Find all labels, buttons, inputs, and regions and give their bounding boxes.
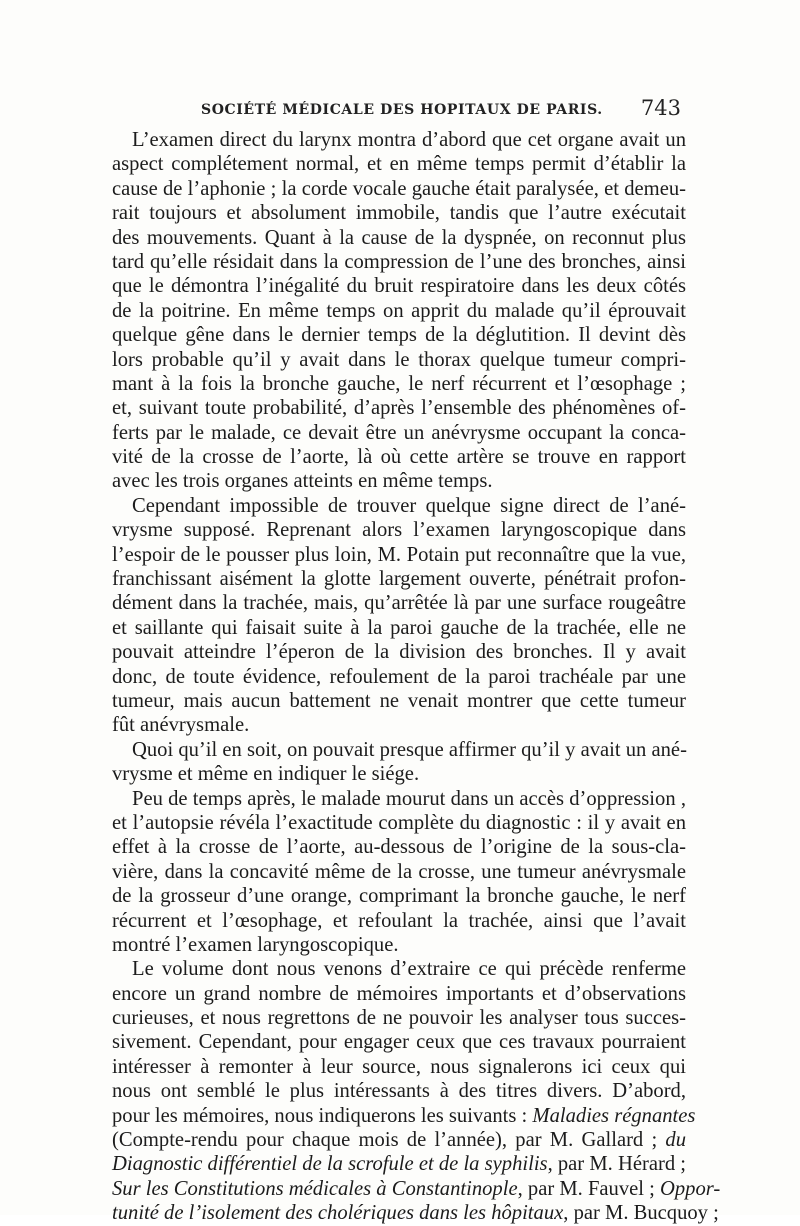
text-run: intéresser à remonter à leur source, nous signalerons ici ceux qui <box>112 1055 686 1078</box>
text-line <box>112 445 686 469</box>
italic-text: Sur les Constitutions médicales à Constantinople <box>112 1177 518 1200</box>
text-run: sivement. Cependant, pour engager ceux que ces travaux pourraient <box>112 1031 686 1054</box>
text-line <box>112 957 686 981</box>
text-line <box>112 128 686 152</box>
paragraph <box>112 787 686 958</box>
text-line <box>112 421 686 445</box>
text-run: ferts par le malade, ce devait être un anévrysme occupant la conca- <box>112 421 686 444</box>
text-run: pouvait atteindre l’éperon de la division des bronches. Il y avait <box>112 641 686 664</box>
text-run: curieuses, et nous regrettons de ne pouvoir les analyser tous succes- <box>112 1007 686 1030</box>
text-line <box>112 1177 721 1201</box>
text-run: Cependant impossible de trouver quelque signe direct de l’ané- <box>132 494 686 517</box>
text-run: aspect complétement normal, et en même temps permit d’établir la <box>112 153 686 176</box>
text-run: des mouvements. Quant à la cause de la dyspnée, on reconnut plus <box>112 226 686 249</box>
text-run: Peu de temps après, le malade mourut dans un accès d’oppression , <box>132 787 686 810</box>
text-line <box>112 348 686 372</box>
paragraph <box>112 957 721 1225</box>
text-line <box>112 274 686 298</box>
text-run: encore un grand nombre de mémoires importants et d’observations <box>112 982 686 1005</box>
text-run: Quoi qu’il en soit, on pouvait presque affirmer qu’il y avait un ané- <box>132 738 687 761</box>
text-line <box>112 909 686 933</box>
text-line <box>112 469 686 493</box>
text-run: franchissant aisément la glotte largement ouverte, pénétrait profon- <box>112 568 686 591</box>
italic-text: Diagnostic différentiel de la scrofule et de la syphilis <box>112 1153 548 1176</box>
text-line <box>112 738 686 762</box>
text-line <box>112 323 686 347</box>
text-run: vière, dans la concavité même de la crosse, une tumeur anévrysmale <box>112 860 686 883</box>
text-run: quelque gêne dans le dernier temps de la déglutition. Il devint dès <box>112 324 686 347</box>
text-run: Le volume dont nous venons d’extraire ce qui précède renferme <box>132 958 686 981</box>
text-run: lors probable qu’il y avait dans le thorax quelque tumeur compri- <box>112 348 686 371</box>
text-run: donc, de toute évidence, refoulement de la paroi trachéale par une <box>112 665 686 688</box>
text-line <box>112 518 686 542</box>
text-run: récurrent et l’œsophage, et refoulant la trachée, ainsi que l’avait <box>112 909 686 932</box>
text-run: , par M. Hérard ; <box>547 1153 686 1176</box>
text-line <box>112 543 686 567</box>
text-run: , par M. Bucquoy ; <box>563 1202 719 1225</box>
text-line <box>112 811 686 835</box>
text-run: et saillante qui faisait suite à la paroi gauche de la trachée, elle ne <box>112 616 686 639</box>
text-line <box>112 494 686 518</box>
text-run: rait toujours et absolument immobile, tandis que l’autre exécutait <box>112 202 686 225</box>
text-line <box>112 665 686 689</box>
text-run: tard qu’elle résidait dans la compression de l’une des bronches, ainsi <box>112 250 686 273</box>
text-line <box>112 835 686 859</box>
text-line <box>112 567 686 591</box>
text-run: l’espoir de le pousser plus loin, M. Potain put reconnaître que la vue, <box>112 543 686 566</box>
paragraph <box>112 738 686 787</box>
italic-text: Maladies régnantes <box>532 1104 696 1127</box>
text-line <box>112 1128 686 1152</box>
text-run: pour les mémoires, nous indiquerons les suivants : <box>112 1104 533 1127</box>
text-line <box>112 177 686 201</box>
text-line <box>112 640 686 664</box>
text-line <box>112 762 686 786</box>
text-line <box>112 933 686 957</box>
text-run: montré l’examen laryngoscopique. <box>112 933 399 956</box>
text-line <box>112 713 686 737</box>
text-line <box>112 884 686 908</box>
text-line <box>112 1079 686 1103</box>
text-run: , par M. Fauvel ; <box>517 1177 661 1200</box>
text-run: L’examen direct du larynx montra d’abord que cet organe avait un <box>132 129 686 151</box>
text-run: (Compte-rendu pour chaque mois de l’année), par M. Gallard ; <box>112 1129 666 1152</box>
text-run: vité de la crosse de l’aorte, là où cette artère se trouve en rapport <box>112 446 686 469</box>
text-line <box>112 787 686 811</box>
text-line <box>112 1104 696 1128</box>
text-run: de la poitrine. En même temps on apprit du malade qu’il éprouvait <box>112 299 686 322</box>
text-line <box>112 1006 686 1030</box>
text-run: effet à la crosse de l’aorte, au-dessous de l’origine de la sous-cla- <box>112 836 686 859</box>
italic-text: Oppor- <box>660 1177 721 1200</box>
running-title: SOCIÉTÉ MÉDICALE DES HOPITAUX DE PARIS. <box>201 102 603 118</box>
text-line <box>112 372 686 396</box>
text-line <box>112 1030 686 1054</box>
text-line <box>112 616 686 640</box>
text-run: tumeur, mais aucun battement ne venait montrer que cette tumeur <box>112 689 686 712</box>
text-run: vrysme et même en indiquer le siége. <box>112 763 420 786</box>
text-line <box>112 1201 719 1225</box>
paragraph <box>112 128 686 494</box>
text-line <box>112 1055 686 1079</box>
text-run: dément dans la trachée, mais, qu’arrêtée là par une surface rougeâtre <box>112 592 686 615</box>
text-line <box>112 689 686 713</box>
text-run: et, suivant toute probabilité, d’après l’ensemble des phénomènes of- <box>112 397 686 420</box>
text-line <box>112 982 686 1006</box>
text-run: fût anévrysmale. <box>112 714 250 737</box>
text-run: de la grosseur d’une orange, comprimant la bronche gauche, le nerf <box>112 885 686 908</box>
text-line <box>112 1152 686 1176</box>
text-line <box>112 250 686 274</box>
text-run: que le démontra l’inégalité du bruit respiratoire dans les deux côtés <box>112 275 686 298</box>
text-line <box>112 226 686 250</box>
text-run: avec les trois organes atteints en même temps. <box>112 470 493 493</box>
text-run: et l’autopsie révéla l’exactitude complète du diagnostic : il y avait en <box>112 811 686 834</box>
text-line <box>112 860 686 884</box>
text-run: nous ont semblé le plus intéressants à des titres divers. D’abord, <box>112 1080 686 1103</box>
text-line <box>112 201 686 225</box>
text-line <box>112 591 686 615</box>
text-line <box>112 396 686 420</box>
text-line <box>112 299 686 323</box>
paragraph <box>112 494 686 738</box>
running-head <box>113 96 683 126</box>
body-text <box>112 128 721 1226</box>
italic-text: tunité de l’isolement des cholériques dans les hôpitaux <box>112 1202 564 1225</box>
text-run: mant à la fois la bronche gauche, le nerf récurrent et l’œsophage ; <box>112 372 686 395</box>
text-line <box>112 152 686 176</box>
text-run: cause de l’aphonie ; la corde vocale gauche était paralysée, et demeu- <box>112 177 686 200</box>
text-run: vrysme supposé. Reprenant alors l’examen laryngoscopique dans <box>112 519 686 542</box>
italic-text: du <box>665 1129 686 1152</box>
page-number: 743 <box>640 96 681 120</box>
